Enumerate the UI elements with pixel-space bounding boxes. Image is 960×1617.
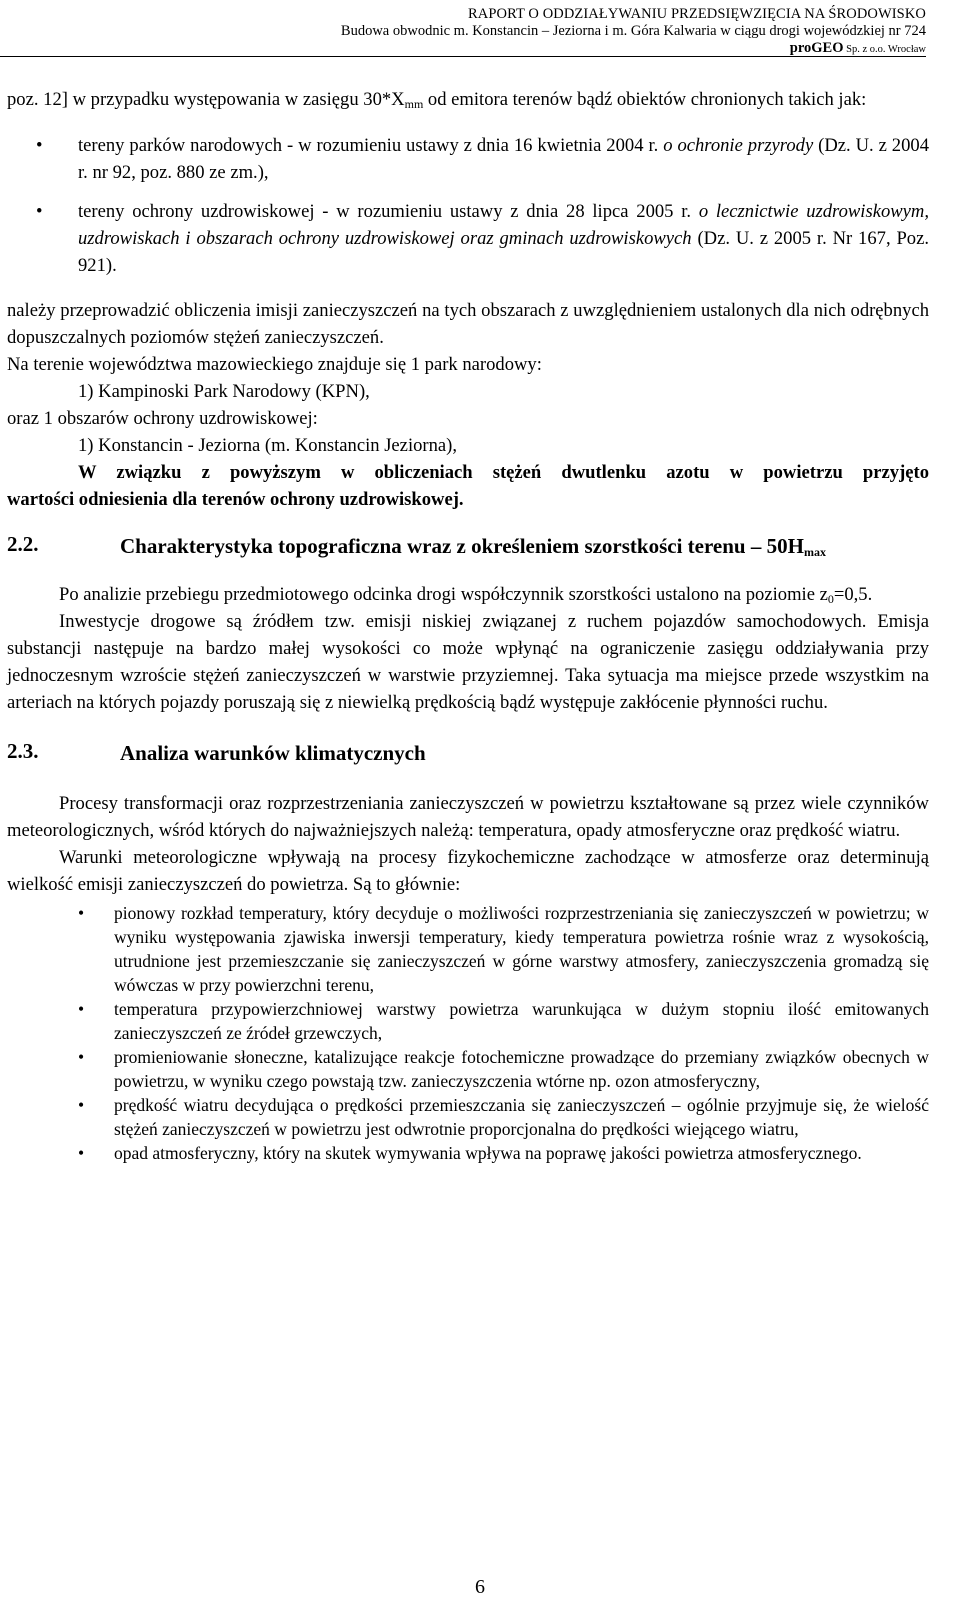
bullet-icon: • [78,1095,85,1115]
list-item-text: opad atmosferyczny, który na skutek wymywania wpływa na poprawę jakości powietrza atmosferycznego. [114,1143,862,1163]
bullet-icon: • [78,903,85,923]
bullet-icon: • [36,135,43,156]
bold-conclusion-line1: W związku z powyższym w obliczeniach stężeń dwutlenku azotu w powietrzu przyjęto [78,462,929,483]
intro-subscript: mm [404,97,424,111]
paragraph: Warunki meteorologiczne wpływają na procesy fizykochemiczne zachodzące w atmosferze oraz determinują wielkość emisji zanieczyszczeń do powietrza. Są to głównie: [7,847,929,895]
paragraph: oraz 1 obszarów ochrony uzdrowiskowej: [7,408,318,429]
paragraph: Na terenie województwa mazowieckiego znajduje się 1 park narodowy: [7,354,542,375]
section-heading-2-3 [7,738,929,768]
list-item [7,132,929,186]
paragraph: należy przeprowadzić obliczenia imisji zanieczyszczeń na tych obszarach z uwzględnieniem ustalonych dla nich odrębnych dopuszczalnych poziomów stężeń zanieczyszczeń. [7,300,929,348]
list-item-text: temperatura przypowierzchniowej warstwy powietrza warunkująca w dużym stopniu ilość emitowanych zanieczyszczeń ze źródeł grzewczych, [114,999,929,1043]
paragraph [7,581,929,608]
section-number: 2.3. [7,739,39,763]
bullet-icon: • [36,201,43,222]
list-item-text: (Dz. U. z 2005 r. Nr 167, Poz. 921). [78,228,929,276]
section-title: Analiza warunków klimatycznych [120,741,426,765]
bold-conclusion-line2: wartości odniesienia dla terenów ochrony uzdrowiskowej. [7,489,464,510]
company-suffix: Sp. z o.o. Wrocław [843,44,926,55]
section-heading-2-2 [7,531,929,561]
list-item-italic: o lecznictwie uzdrowiskowym, uzdrowiskach i obszarach ochrony uzdrowiskowej oraz gminach uzdrowiskowych [78,201,929,249]
intro-text-b: od emitora terenów bądź obiektów chronionych takich jak: [423,89,867,110]
paragraph: Procesy transformacji oraz rozprzestrzeniania zanieczyszczeń w powietrzu kształtowane są przez wiele czynników meteorologicznych, wśród których do najważniejszych należą: temperatura, opady atmosferyczne oraz prędkość wiatru. [7,793,929,841]
section-title: Charakterystyka topograficzna wraz z określeniem szorstkości terenu – 50H [120,534,804,558]
list-item-text: tereny ochrony uzdrowiskowej - w rozumieniu ustawy z dnia 28 lipca 2005 r. [78,201,699,222]
list-item-text: tereny parków narodowych - w rozumieniu ustawy z dnia 16 kwietnia 2004 r. [78,135,664,156]
report-title: RAPORT O ODDZIAŁYWANIU PRZEDSIĘWZIĘCIA NA ŚRODOWISKO [468,6,926,22]
list-item [7,198,929,279]
paragraph-text: =0,5. [833,584,873,605]
list-item [7,1093,929,1141]
list-item-text: promieniowanie słoneczne, katalizujące reakcje fotochemiczne prowadzące do przemiany związków obecnych w powietrzu, w wyniku czego powstają tzw. zanieczyszczenia wtórne np. ozon atmosferyczny, [114,1047,929,1091]
bullet-icon: • [78,1047,85,1067]
list-item [7,1141,929,1165]
bullet-icon: • [78,999,85,1019]
list-item: 1) Konstancin - Jeziorna (m. Konstancin Jeziorna), [78,435,457,456]
list-item-text: pionowy rozkład temperatury, który decyduje o możliwości rozprzestrzeniania się zanieczyszczeń w powietrzu; w wyniku występowania zjawiska inwersji temperatury, kiedy temperatura powietrza rośnie wraz z wysokością, utrudnione jest przemieszczanie się zanieczyszczeń w górne warstwy atmosfery, zanieczyszczenia gromadzą się wówczas w przy powierzchni terenu, [114,903,929,995]
section-number: 2.2. [7,532,39,556]
page-number: 6 [475,1576,485,1598]
page-body [7,86,929,1165]
paragraph-text: Po analizie przebiegu przedmiotowego odcinka drogi współczynnik szorstkości ustalono na poziomie z [59,584,828,605]
header-rule [0,56,926,57]
company-line [341,40,926,58]
subscript: 0 [827,592,834,606]
list-item-text: prędkość wiatru decydująca o prędkości przemieszczania się zanieczyszczeń – ogólnie przyjmuje się, że wielość stężeń zanieczyszczeń w powietrzu jest odwrotnie proporcjonalna do prędkości wiejącego wiatru, [114,1095,929,1139]
list-item [7,901,929,997]
company-name: proGEO [789,40,844,56]
list-item-italic: o ochronie przyrody [663,135,814,156]
page-header [341,6,926,58]
project-title: Budowa obwodnic m. Konstancin – Jeziorna i m. Góra Kalwaria w ciągu drogi wojewódzkiej nr 724 [340,23,926,39]
list-item: 1) Kampinoski Park Narodowy (KPN), [78,381,370,402]
list-item [7,997,929,1045]
paragraph: Inwestycje drogowe są źródłem tzw. emisji niskiej związanej z ruchem pojazdów samochodowych. Emisja substancji następuje na bardzo małej wysokości co może wpłynąć na ograniczenie zasięgu oddziaływania przy jednoczesnym wzroście stężeń zanieczyszczeń w warstwie przyziemnej. Taka sytuacja ma miejsce przede wszystkim na arteriach na których pojazdy poruszają się z niewielką prędkością bądź występuje zakłócenie płynności ruchu. [7,611,929,713]
list-item [7,1045,929,1093]
list-item-text: (Dz. U. z 2004 r. nr 92, poz. 880 ze zm.), [78,135,929,183]
intro-text-a: poz. 12] w przypadku występowania w zasięgu 30*X [7,89,405,110]
intro-paragraph [7,86,929,113]
bullet-icon: • [78,1143,85,1163]
section-title-subscript: max [803,545,826,559]
